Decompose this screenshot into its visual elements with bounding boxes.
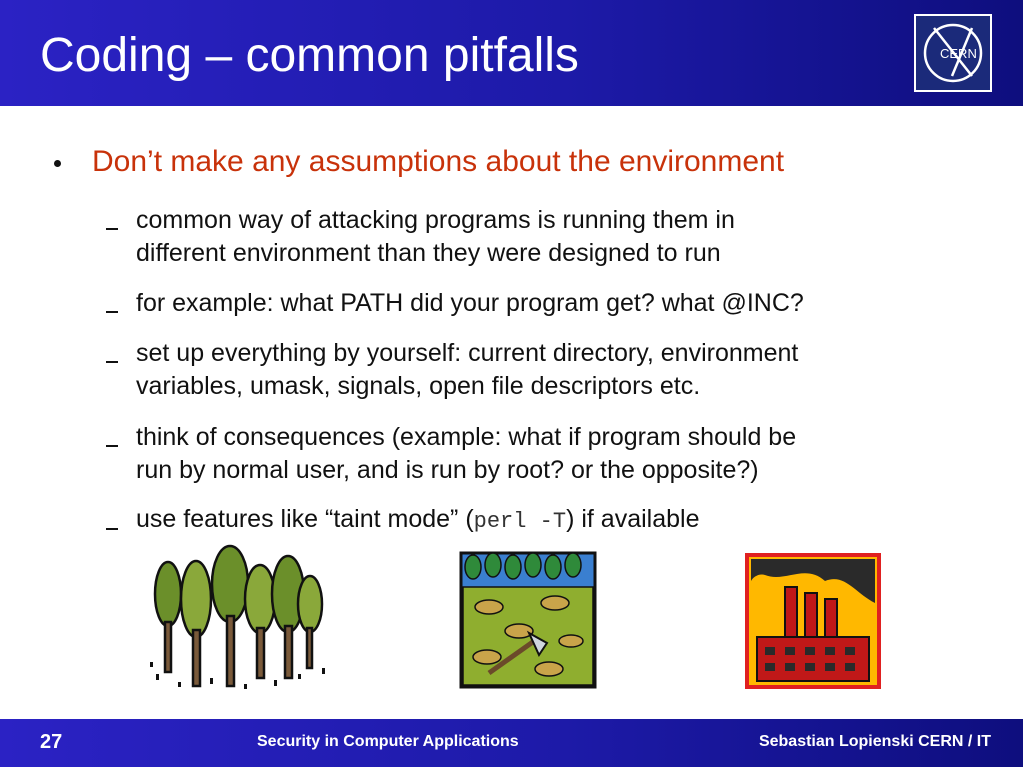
sub-bullet-1-line2: different environment than they were designed to run: [136, 239, 721, 267]
code-perl-t: perl -T: [473, 509, 567, 534]
sub-bullet-dash: [106, 361, 118, 363]
sub-bullet-1-line1: common way of attacking programs is running them in: [136, 206, 735, 234]
sub-bullet-5-suffix: ) if available: [566, 505, 700, 533]
footer-author: Sebastian Lopienski CERN / IT: [758, 733, 991, 750]
sub-bullet-dash: [106, 311, 118, 313]
sub-bullet-3-line2: variables, umask, signals, open file descriptors etc.: [136, 372, 701, 400]
slide-title: Coding – common pitfalls: [40, 29, 579, 82]
sub-bullet-4-line1: think of consequences (example: what if program should be: [136, 423, 797, 451]
sub-bullet-dash: [106, 228, 118, 230]
sub-bullet-1: [136, 204, 976, 270]
sub-bullet-5: [136, 503, 976, 538]
trees-clipart-icon: [148, 544, 332, 694]
sub-bullet-dash: [106, 445, 118, 447]
main-bullet: Don’t make any assumptions about the environment: [92, 145, 785, 178]
factory-pollution-clipart-icon: [745, 553, 881, 689]
sub-bullet-5-prefix: use features like “taint mode” (: [136, 505, 474, 533]
sub-bullet-dash: [106, 528, 118, 530]
sub-bullet-3-line1: set up everything by yourself: current directory, environment: [136, 339, 799, 367]
sub-bullet-2-line1: for example: what PATH did your program get? what @INC?: [136, 289, 804, 317]
sub-bullet-4: [136, 421, 976, 487]
deforestation-clipart-icon: [459, 551, 597, 689]
logo-text: CERN: [940, 46, 977, 61]
bullet-dot: [54, 160, 61, 167]
page-number: 27: [40, 731, 63, 753]
sub-bullet-2: [136, 287, 976, 320]
footer-course: Security in Computer Applications: [257, 733, 519, 750]
sub-bullet-3: [136, 337, 976, 403]
sub-bullet-4-line2: run by normal user, and is run by root? or the opposite?): [136, 456, 759, 484]
